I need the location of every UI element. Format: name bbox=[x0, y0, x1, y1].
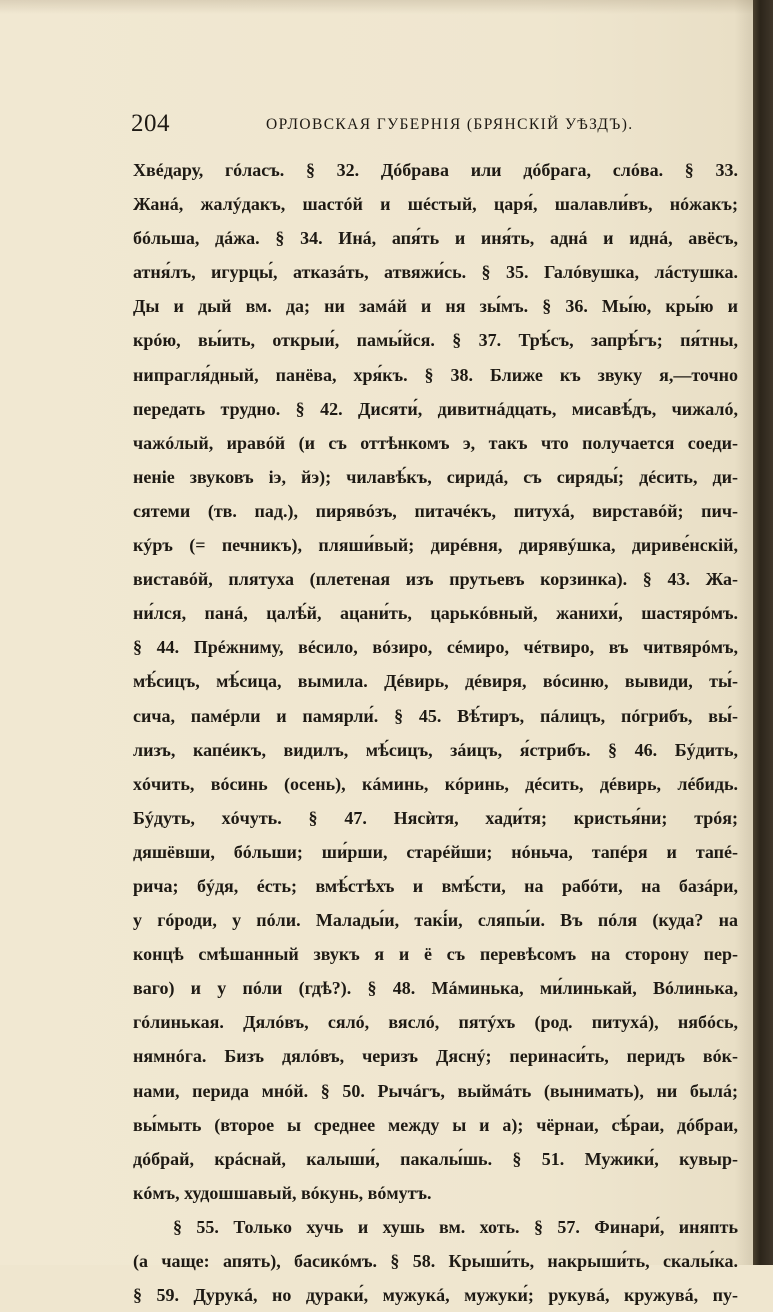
page-header bbox=[131, 110, 731, 144]
page-top-shadow bbox=[0, 0, 773, 14]
text-line: Хвéдару, гóласъ. § 32. Дóбрава или дóбрага, слóва. § 33. bbox=[133, 160, 738, 180]
text-line: сича, памéрли и памярли́. § 45. Вѣ́тиръ, пáлицъ, пóгрибъ, вы́- bbox=[133, 705, 738, 726]
text-line: мѣ́сицъ, мѣ́сица, вымила. Дéвирь, дéвиря, вóсиню, вывиди, ты́- bbox=[133, 671, 738, 692]
text-line: дóбрай, крáснай, калыши́, пакалы́шь. § 51. Мужики́, кувыр- bbox=[133, 1148, 738, 1169]
page-binding-edge bbox=[753, 0, 773, 1265]
text-line: § 44. Прéжниму, вéсило, вóзиро, сéмиро, чéтвиро, въ читвярóмъ, bbox=[133, 637, 738, 658]
page-number: 204 bbox=[131, 110, 170, 137]
text-line: Жанá, жалýдакъ, шастóй и шéстый, царя́, шалавли́въ, нóжакъ; bbox=[133, 194, 738, 215]
text-line: ваго) и у пóли (гдѣ?). § 48. Мáминька, ми́линькай, Вóлинька, bbox=[133, 978, 738, 999]
text-line: § 59. Дурукá, но дураки́, мужукá, мужуки́; рукувá, кружувá, пу- bbox=[133, 1285, 738, 1306]
text-line: бóльша, дáжа. § 34. Инá, апя́ть и иня́ть, аднá и иднá, авёсъ, bbox=[133, 228, 738, 249]
text-line: неніе звуковъ іэ, йэ); чилавѣ́къ, сиридá, съ сиряды́; дéсить, ди- bbox=[133, 466, 738, 487]
text-line: ни́лся, панá, цалѣ́й, ацани́ть, царькóвный, жанихи́, шастярóмъ. bbox=[133, 603, 738, 624]
text-line: дяшёвши, бóльши; ши́рши, старéйши; нóньча, тапéря и тапé- bbox=[133, 841, 738, 862]
text-line: нямнóга. Бизъ дялóвъ, черизъ Дяснý; перинаси́ть, перидъ вóк- bbox=[133, 1046, 738, 1067]
text-line: нами, перида мнóй. § 50. Рычáгъ, выймáть (вынимать), ни былá; bbox=[133, 1080, 738, 1101]
text-line: § 55. Только хучь и хушь вм. хоть. § 57. Финари́, иняпть bbox=[173, 1216, 738, 1237]
text-line: гóлинькая. Дялóвъ, сялó, вяслó, пятýхъ (род. питухá), нябóсь, bbox=[133, 1012, 738, 1033]
text-line: кóмъ, худошшавый, вóкунь, вóмутъ. bbox=[133, 1182, 432, 1203]
text-line: передать трудно. § 42. Дисяти́, дивитнáдцать, мисавѣ́дъ, чижалó, bbox=[133, 398, 738, 419]
text-line: чажóлый, иравóй (и съ оттѣнкомъ э, такъ что получается соеди- bbox=[133, 432, 738, 453]
text-line: у гóроди, у пóли. Малады́и, такі́и, сляпы́и. Въ пóля (куда? на bbox=[133, 910, 738, 931]
text-line: крóю, вы́ить, открыи́, памы́йся. § 37. Трѣ́съ, запрѣ́гъ; пя́тны, bbox=[133, 330, 738, 351]
text-line: атня́лъ, игурцы́, атказáть, атвяжи́сь. § 35. Галóвушка, лáстушка. bbox=[133, 262, 738, 283]
text-line: сятеми (тв. пад.), пирявóзъ, питачéкъ, питухá, вирставóй; пич- bbox=[133, 500, 738, 521]
text-line: рича; бýдя, éсть; вмѣ́стѣхъ и вмѣ́сти, на рабóти, на базáри, bbox=[133, 875, 738, 896]
text-line: нипрагля́дный, панёва, хря́къ. § 38. Ближе къ звуку я,—точно bbox=[133, 364, 738, 385]
text-line: хóчить, вóсинь (осень), кáминь, кóринь, дéсить, дéвирь, лéбидь. bbox=[133, 773, 738, 794]
body-text bbox=[133, 153, 738, 1312]
text-line: виставóй, плятуха (плетеная изъ прутьевъ корзинка). § 43. Жа- bbox=[133, 569, 738, 590]
text-line: кýръ (= печникъ), пляши́вый; дирéвня, дирявýшка, дириве́нскій, bbox=[133, 535, 738, 556]
text-line: (а чаще: апять), басикóмъ. § 58. Крыши́ть, накрыши́ть, скалы́ка. bbox=[133, 1251, 738, 1271]
running-title: ОРЛОВСКАЯ ГУБЕРНІЯ (БРЯНСКІЙ УѢЗДЪ). bbox=[266, 116, 634, 133]
text-line: Бýдуть, хóчуть. § 47. Нясѝтя, хади́тя; кристья́ни; трóя; bbox=[133, 807, 738, 828]
text-line: лизъ, капéикъ, видилъ, мѣ́сицъ, зáицъ, я́стрибъ. § 46. Бýдить, bbox=[133, 739, 738, 760]
text-line: Ды и дый вм. да; ни замáй и ня зы́мъ. § 36. Мы́ю, кры́ю и bbox=[133, 296, 738, 317]
text-line: концѣ смѣшанный звукъ я и ё съ перевѣсомъ на сторону пер- bbox=[133, 944, 738, 965]
text-line: вы́мыть (второе ы среднее между ы и а); чёрнаи, сѣ́раи, дóбраи, bbox=[133, 1114, 738, 1135]
